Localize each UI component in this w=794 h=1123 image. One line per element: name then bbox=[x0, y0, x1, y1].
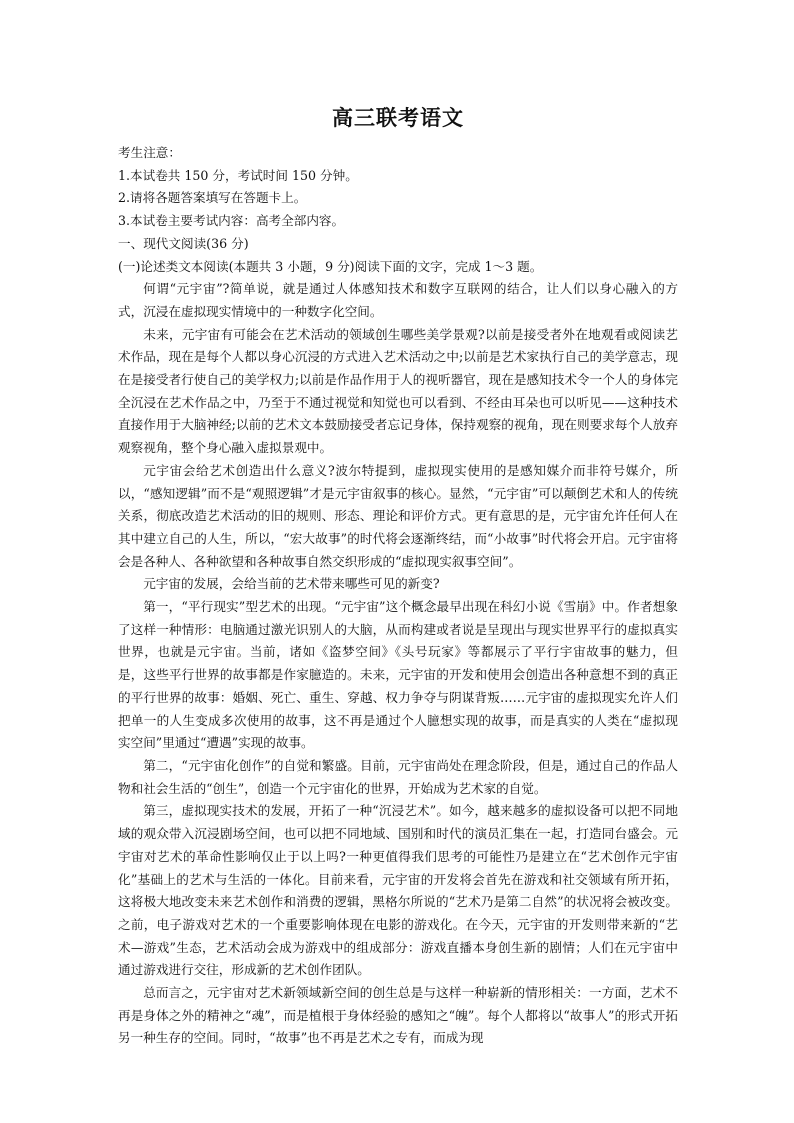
body-paragraph: 元宇宙的发展，会给当前的艺术带来哪些可见的新变? bbox=[143, 576, 440, 592]
notice-item: 3.本试卷主要考试内容：高考全部内容。 bbox=[118, 213, 345, 229]
body-paragraph: 第一，“平行现实”型艺术的出现。“元宇宙”这个概念最早出现在科幻小说《雪崩》中。作者想象了这样一种情形：电脑通过激光识别人的大脑，从而构建或者说是呈现出与现实世界平行的虚拟真实世界，也就是元宇宙。当前，诸如《盗梦空间》《头号玩家》等都展示了平行宇宙故事的魅力，但是，这些平行世界的故事都是作家臆造的。未来，元宇宙的开发和使用会创造出各种意想不到的真正的平行世界的故事：婚姻、死亡、重生、穿越、权力争夺与阴谋背叛……元宇宙的虚拟现实允许人们把单一的人生变成多次使用的故事，这不再是通过个人臆想实现的故事，而是真实的人类在“虚拟现实空间”里通过“遭遇”实现的故事。 bbox=[118, 599, 678, 751]
body-paragraph: 第二，“元宇宙化创作”的自觉和繁盛。目前，元宇宙尚处在理念阶段，但是，通过自己的作品人物和社会生活的“创生”，创造一个元宇宙化的世界，开始成为艺术家的自觉。 bbox=[118, 757, 678, 796]
notice-item: 1.本试卷共 150 分，考试时间 150 分钟。 bbox=[118, 167, 358, 183]
body-paragraph: 总而言之，元宇宙对艺术新领域新空间的创生总是与这样一种崭新的情形相关：一方面，艺术不再是身体之外的精神之“魂”，而是植根于身体经验的感知之“魄”。每个人都将以“故事人”的形式开拓另一种生存的空间。同时，“故事”也不再是艺术之专有，而成为现 bbox=[118, 985, 678, 1046]
subsection-heading: (一)论述类文本阅读(本题共 3 小题，9 分)阅读下面的文字，完成 1～3 题。 bbox=[118, 258, 543, 274]
exam-page bbox=[118, 104, 678, 1050]
notice-item: 2.请将各题答案填写在答题卡上。 bbox=[118, 190, 307, 206]
notice-heading: 考生注意： bbox=[118, 145, 181, 160]
body-paragraph: 何谓“元宇宙”?简单说，就是通过人体感知技术和数字互联网的结合，让人们以身心融入的方式，沉浸在虚拟现实情境中的一种数字化空间。 bbox=[118, 281, 678, 319]
section-heading: 一、现代文阅读(36 分) bbox=[118, 235, 249, 251]
body-paragraph: 第三，虚拟现实技术的发展，开拓了一种“沉浸艺术”。如今，越来越多的虚拟设备可以把不同地域的观众带入沉浸剧场空间，也可以把不同地域、国别和时代的演员汇集在一起，打造同台盛会。元宇宙对艺术的革命性影响仅止于以上吗?一种更值得我们思考的可能性乃是建立在“艺术创作元宇宙化”基础上的艺术与生活的一体化。目前来看，元宇宙的开发将会首先在游戏和社交领域有所开拓，这将极大地改变未来艺术创作和消费的逻辑，黑格尔所说的“艺术乃是第二自然”的状况将会被改变。之前，电子游戏对艺术的一个重要影响体现在电影的游戏化。在今天，元宇宙的开发则带来新的“艺术—游戏”生态，艺术活动会成为游戏中的组成部分：游戏直播本身创生新的剧情；人们在元宇宙中通过游戏进行交往，形成新的艺术创作团队。 bbox=[118, 803, 678, 978]
exam-title: 高三联考语文 bbox=[332, 105, 464, 130]
body-paragraph: 元宇宙会给艺术创造出什么意义?波尔特提到，虚拟现实使用的是感知媒介而非符号媒介，所以，“感知逻辑”而不是“观照逻辑”才是元宇宙叙事的核心。显然，“元宇宙”可以颠倒艺术和人的传统关系，彻底改造艺术活动的旧的规则、形态、理论和评价方式。更有意思的是，元宇宙允许任何人在其中建立自己的人生，所以，“宏大故事”的时代将会逐渐终结，而“小故事”时代将会开启。元宇宙将会是各种人、各种欲望和各种故事自然交织形成的“虚拟现实叙事空间”。 bbox=[118, 462, 678, 569]
body-paragraph: 未来，元宇宙有可能会在艺术活动的领域创生哪些美学景观?以前是接受者外在地观看或阅读艺术作品，现在是每个人都以身心沉浸的方式进入艺术活动之中;以前是艺术家执行自己的美学意志，现在是接受者行使自己的美学权力;以前是作品作用于人的视听器官，现在是感知技术令一个人的身体完全沉浸在艺术作品之中，乃至于不通过视觉和知觉也可以看到、不经由耳朵也可以听见——这种技术直接作用于大脑神经;以前的艺术文本鼓励接受者忘记身体，保持观察的视角，现在则要求每个人放弃观察视角，整个身心融入虚拟景观中。 bbox=[118, 326, 678, 456]
